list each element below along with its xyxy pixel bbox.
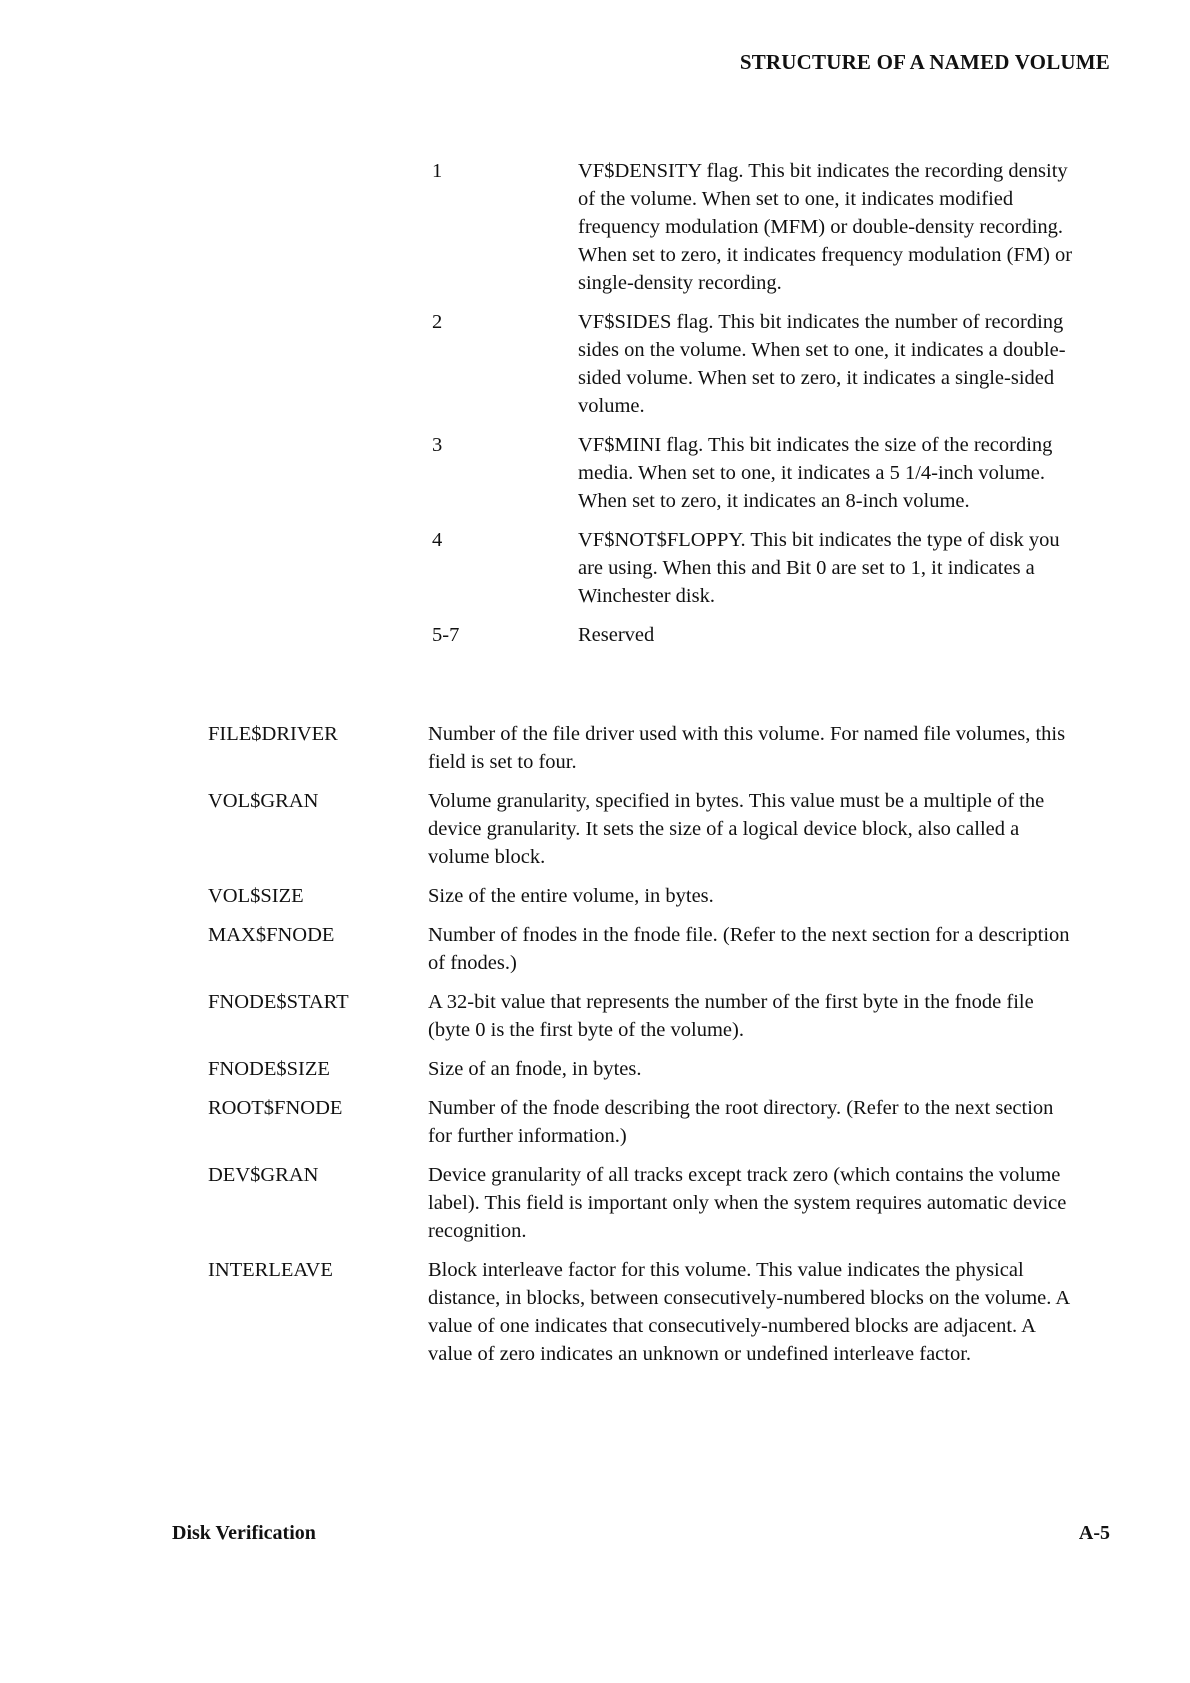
field-name: ROOT$FNODE xyxy=(208,1097,343,1119)
bit-row xyxy=(432,308,1092,420)
bit-definitions-list xyxy=(432,157,1092,660)
field-description: Number of the file driver used with this volume. For named file volumes, this field is set to four. xyxy=(428,723,1066,773)
bit-row xyxy=(432,526,1092,610)
bit-description: VF$MINI flag. This bit indicates the size of the recording media. When set to one, it indicates a 5 1/4-inch volume. When set to zero, it indicates an 8-inch volume. xyxy=(578,434,1053,512)
field-row xyxy=(208,1055,1088,1083)
footer-page-number: A-5 xyxy=(1078,1522,1110,1544)
bit-description: VF$SIDES flag. This bit indicates the number of recording sides on the volume. When set to one, it indicates a double-sided volume. When set to zero, it indicates a single-sided volume. xyxy=(578,311,1066,417)
field-name: MAX$FNODE xyxy=(208,924,335,946)
field-description: Size of an fnode, in bytes. xyxy=(428,1058,642,1080)
field-row xyxy=(208,787,1088,871)
bit-number: 1 xyxy=(432,160,443,182)
bit-description: Reserved xyxy=(578,624,655,646)
field-name: DEV$GRAN xyxy=(208,1164,319,1186)
field-row xyxy=(208,988,1088,1044)
bit-row xyxy=(432,157,1092,297)
field-row xyxy=(208,720,1088,776)
field-name: VOL$GRAN xyxy=(208,790,319,812)
footer-section-title: Disk Verification xyxy=(172,1522,316,1544)
field-name: FNODE$START xyxy=(208,991,349,1013)
bit-description: VF$DENSITY flag. This bit indicates the recording density of the volume. When set to one, it indicates modified frequency modulation (MFM) or double-density recording. When set to zero, it indicates frequency modulation (FM) or single-density recording. xyxy=(578,160,1073,294)
field-description: Volume granularity, specified in bytes. This value must be a multiple of the device granularity. It sets the size of a logical device block, also called a volume block. xyxy=(428,790,1045,868)
field-name: FILE$DRIVER xyxy=(208,723,338,745)
field-name: FNODE$SIZE xyxy=(208,1058,330,1080)
field-name: VOL$SIZE xyxy=(208,885,304,907)
field-description: Number of the fnode describing the root directory. (Refer to the next section for further information.) xyxy=(428,1097,1054,1147)
page-header-title: STRUCTURE OF A NAMED VOLUME xyxy=(739,50,1110,74)
bit-number: 3 xyxy=(432,434,443,456)
field-name: INTERLEAVE xyxy=(208,1259,333,1281)
bit-number: 5-7 xyxy=(432,624,460,646)
field-row xyxy=(208,921,1088,977)
field-row xyxy=(208,1161,1088,1245)
field-row xyxy=(208,882,1088,910)
field-definitions-list xyxy=(208,720,1088,1379)
bit-row xyxy=(432,431,1092,515)
field-row xyxy=(208,1094,1088,1150)
bit-row xyxy=(432,621,1092,649)
field-row xyxy=(208,1256,1088,1368)
field-description: Size of the entire volume, in bytes. xyxy=(428,885,714,907)
field-description: Device granularity of all tracks except track zero (which contains the volume label). This field is important only when the system requires automatic device recognition. xyxy=(428,1164,1067,1242)
field-description: A 32-bit value that represents the number of the first byte in the fnode file (byte 0 is the first byte of the volume). xyxy=(428,991,1034,1041)
bit-number: 4 xyxy=(432,529,443,551)
bit-description: VF$NOT$FLOPPY. This bit indicates the type of disk you are using. When this and Bit 0 are set to 1, it indicates a Winchester disk. xyxy=(578,529,1060,607)
field-description: Number of fnodes in the fnode file. (Refer to the next section for a description of fnodes.) xyxy=(428,924,1070,974)
field-description: Block interleave factor for this volume. This value indicates the physical distance, in blocks, between consecutively-numbered blocks on the volume. A value of one indicates that consecutively-numbered blocks are adjacent. A value of zero indicates an unknown or undefined interleave factor. xyxy=(428,1259,1070,1365)
bit-number: 2 xyxy=(432,311,443,333)
